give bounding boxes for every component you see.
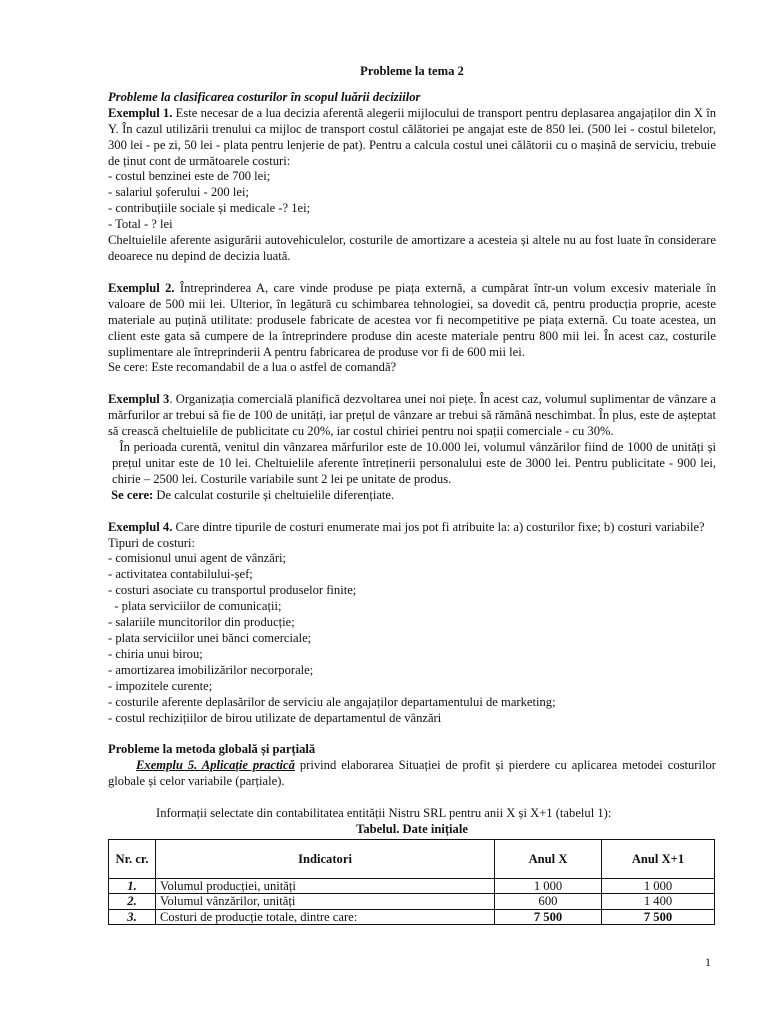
page-number: 1 xyxy=(705,955,711,969)
list-item: - impozitele curente; xyxy=(108,678,213,693)
table-row xyxy=(109,878,715,894)
example-4-types-heading: Tipuri de costuri: xyxy=(108,535,195,550)
example-2-paragraph xyxy=(108,281,716,361)
example-2-label: Exemplul 2. xyxy=(108,280,175,295)
cell-indicator: Volumul producției, unități xyxy=(156,878,495,894)
example-5-paragraph xyxy=(108,758,716,790)
list-item: - costurile aferente deplasărilor de serviciu ale angajaților departamentului de marketing; xyxy=(108,694,556,709)
column-header-nr: Nr. cr. xyxy=(109,839,156,878)
example-5-label: Exemplu 5. Aplicație practică xyxy=(136,758,295,773)
list-item: - salariul șoferului - 200 lei; xyxy=(108,185,249,200)
example-5-text: privind elaborarea Situației de profit și pierdere cu aplicarea metodei costurilor globale și celor variabile (parțiale). xyxy=(108,758,716,789)
cell-anul-x: 7 500 xyxy=(495,909,602,925)
example-4-label: Exemplul 4. xyxy=(108,519,173,534)
list-item: - costuri asociate cu transportul produselor finite; xyxy=(108,583,357,598)
example-2-question: Se cere: Este recomandabil de a lua o astfel de comandă? xyxy=(108,360,397,375)
cell-nr: 2. xyxy=(109,894,156,910)
cell-anul-x1: 1 400 xyxy=(602,894,715,910)
cell-anul-x: 1 000 xyxy=(495,878,602,894)
cell-nr: 3. xyxy=(109,909,156,925)
list-item: - costul benzinei este de 700 lei; xyxy=(108,169,271,184)
example-3-question: Se cere: De calculat costurile și cheltuielile diferențiate. xyxy=(111,487,395,502)
list-item: - Total - ? lei xyxy=(108,217,173,232)
example-3-paragraph xyxy=(108,392,716,440)
example-3-text: . Organizația comercială planifică dezvoltarea unei noi piețe. În acest caz, volumul suplimentar de vânzare a mărfurilor ar trebui să fie de 100 de unități, iar prețul de vânzare ar trebui să rămână neschimbat. În plus, este de așteptat să crească cheltuielile de publicitate cu 20%, iar costul chiriei pentru noi spații comerciale - cu 30%. xyxy=(108,392,716,439)
column-header-anul-x: Anul X xyxy=(495,839,602,878)
column-header-anul-x1: Anul X+1 xyxy=(602,839,715,878)
page-title: Probleme la tema 2 xyxy=(360,64,464,78)
list-item: - salariile muncitorilor din producție; xyxy=(108,615,295,630)
document-page xyxy=(108,64,716,925)
example-1-note: Cheltuielile aferente asigurării autovehiculelor, costurile de amortizare a acesteia și altele nu au fost luate în considerare deoarece nu depind de decizia luată. xyxy=(108,233,716,263)
example-1-paragraph xyxy=(108,106,716,170)
example-4-text: Care dintre tipurile de costuri enumerate mai jos pot fi atribuite la: a) costurilor fixe; b) costuri variabile? xyxy=(172,519,705,534)
example-4-paragraph xyxy=(108,520,716,536)
example-1-text: Este necesar de a lua decizia aferentă alegerii mijlocului de transport pentru deplasarea angajaților din X în Y. În cazul utilizării trenului ca mijloc de transport costul călătoriei pe angajat este de 850 lei. (500 lei - costul biletelor, 300 lei - pe zi, 50 lei - plata pentru lenjerie de pat). Pentru a calcula costul unei călătorii cu o mașină de serviciu, trebuie de ținut cont de următoarele costuri: xyxy=(108,105,716,168)
table-header-row xyxy=(109,839,715,878)
example-3-question-label: Se cere: xyxy=(111,487,154,502)
cell-nr: 1. xyxy=(109,878,156,894)
list-item: - plata serviciilor unei bănci comerciale; xyxy=(108,631,312,645)
section-heading-1: Probleme la clasificarea costurilor în scopul luării deciziilor xyxy=(108,89,421,104)
example-1-label: Exemplul 1. xyxy=(108,105,173,120)
column-header-indicatori: Indicatori xyxy=(156,839,495,878)
example-3-label: Exemplul 3 xyxy=(108,392,170,407)
list-item: - contribuțiile sociale și medicale -? 1ei; xyxy=(108,201,311,216)
cell-anul-x1: 7 500 xyxy=(602,909,715,925)
table-row xyxy=(109,894,715,910)
table-caption: Tabelul. Date inițiale xyxy=(356,822,468,837)
list-item: - activitatea contabilului-șef; xyxy=(108,567,253,582)
list-item: - chiria unui birou; xyxy=(108,646,203,661)
example-2-text: Întreprinderea A, care vinde produse pe piața externă, a cumpărat într-un volum excesiv materiale în valoare de 500 mii lei. Ulterior, în legătură cu schimbarea tehnologiei, sa dovedit că, pentru producția proprie, aceste materiale au puțină utilitate: produsele fabricate de acestea vor fi necompetitive pe piața externă. Cu toate acestea, un client este gata să cumpere de la întreprindere produse din aceste materiale pentru 800 mii lei. În acest caz, costurile suplimentare ale întreprinderii A pentru fabricarea de produse vor fi de 600 mii lei. xyxy=(108,280,716,359)
cell-indicator: Volumul vânzărilor, unități xyxy=(156,894,495,910)
section-heading-2: Probleme la metoda globală și parțială xyxy=(108,742,316,757)
cell-anul-x1: 1 000 xyxy=(602,878,715,894)
example-1-cost-list xyxy=(108,169,716,233)
table-row xyxy=(109,909,715,925)
list-item: - amortizarea imobilizărilor necorporale; xyxy=(108,662,314,677)
cell-indicator: Costuri de producție totale, dintre care: xyxy=(156,909,495,925)
initial-data-table xyxy=(108,839,715,926)
table-intro: Informații selectate din contabilitatea entității Nistru SRL pentru anii X și X+1 (tabelul 1): xyxy=(156,806,612,821)
example-4-cost-types-list xyxy=(108,551,716,726)
list-item: - comisionul unui agent de vânzări; xyxy=(108,551,287,566)
list-item: - costul rechizițiilor de birou utilizate de departamentul de vânzări xyxy=(108,710,442,725)
example-3-paragraph-2: În perioada curentă, venitul din vânzarea mărfurilor este de 10.000 lei, volumul vânzărilor fiind de 1000 de unități și prețul unitar este de 10 lei. Cheltuielile aferente întreținerii personalului este de 3000 lei. Pentru publicitate - 900 lei, chirie – 2500 lei. Costurile variabile sunt 2 lei pe unitate de produs. xyxy=(112,440,716,486)
list-item: - plata serviciilor de comunicații; xyxy=(111,599,282,614)
cell-anul-x: 600 xyxy=(495,894,602,910)
